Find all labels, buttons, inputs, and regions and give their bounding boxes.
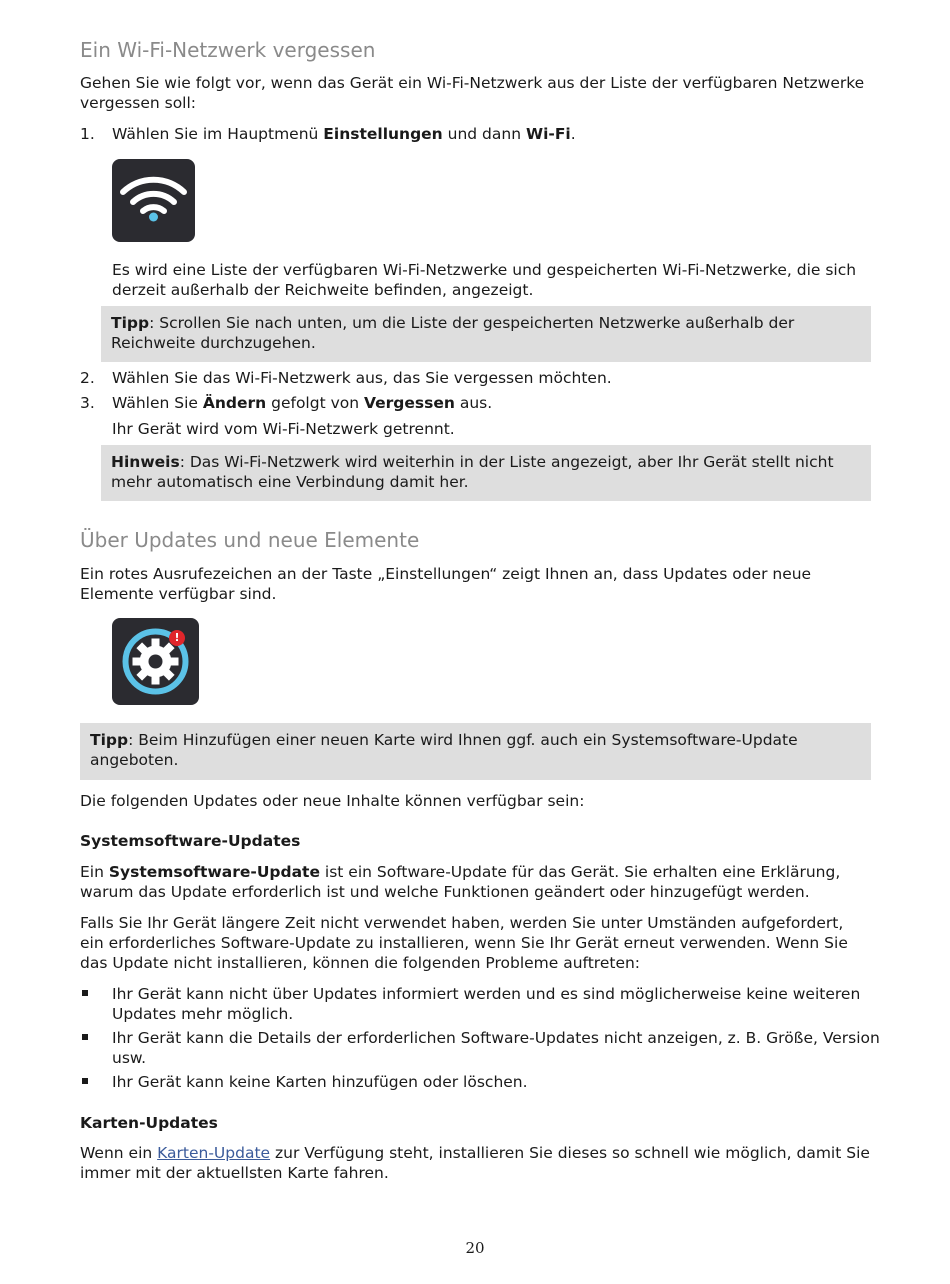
intro-paragraph: Gehen Sie wie folgt vor, wenn das Gerät ein Wi-Fi-Netzwerk aus der Liste der verfügbaren Netzwerke vergessen soll:: [80, 74, 865, 112]
step-text: .: [570, 125, 576, 143]
map-update-paragraph: [80, 1143, 870, 1183]
page-number: 20: [465, 1239, 485, 1257]
step-text: aus.: [454, 394, 493, 412]
tip-label: Tipp: [90, 731, 129, 749]
step-text: Wählen Sie im Hauptmenü: [112, 125, 324, 143]
step-2: Wählen Sie das Wi-Fi-Netzwerk aus, das Sie vergessen möchten.: [112, 369, 612, 387]
step-bold: Einstellungen: [323, 125, 443, 143]
subheading-system-updates: Systemsoftware-Updates: [80, 832, 301, 850]
system-update-warning-paragraph: Falls Sie Ihr Gerät längere Zeit nicht verwendet haben, werden Sie unter Umständen aufgefordert, ein erforderliches Software-Update zu installieren, wenn Sie Ihr Gerät erneut verwenden. Wenn Sie das Update nicht installieren, können die folgenden Probleme auftreten:: [80, 914, 848, 972]
tip-box: [101, 306, 871, 362]
para-text: Wenn ein: [80, 1144, 158, 1162]
para-text: zur Verfügung steht, installieren Sie dieses so schnell wie möglich, damit Sie immer mit der aktuellsten Karte fahren.: [80, 1144, 870, 1182]
step-number: 3.: [80, 394, 95, 412]
note-label: Hinweis: [111, 453, 180, 471]
note-box: [101, 445, 871, 501]
list-item: Ihr Gerät kann keine Karten hinzufügen oder löschen.: [112, 1073, 528, 1091]
para-bold: Systemsoftware-Update: [108, 863, 320, 881]
following-paragraph: Die folgenden Updates oder neue Inhalte können verfügbar sein:: [80, 792, 585, 810]
tip-label: Tipp: [111, 314, 150, 332]
tip-text: : Scrollen Sie nach unten, um die Liste der gespeicherten Netzwerke außerhalb der Reichweite durchzugehen.: [111, 314, 795, 352]
list-item: Ihr Gerät kann nicht über Updates informiert werden und es sind möglicherweise keine weiteren Updates mehr möglich.: [112, 985, 861, 1023]
step-text: Wählen Sie: [112, 394, 203, 412]
step-number: 1.: [80, 125, 95, 143]
map-update-link[interactable]: Karten-Update: [157, 1144, 271, 1162]
step-bold: Vergessen: [364, 394, 455, 412]
bullet-marker: [82, 990, 90, 998]
tip-box-updates: [80, 723, 871, 780]
step-3: [112, 393, 872, 413]
disconnect-paragraph: Ihr Gerät wird vom Wi-Fi-Netzwerk getrennt.: [112, 420, 455, 438]
list-item: Ihr Gerät kann die Details der erforderlichen Software-Updates nicht anzeigen, z. B. Größe, Version usw.: [112, 1029, 880, 1067]
section-heading-updates: Über Updates und neue Elemente: [80, 528, 420, 552]
bullet-marker: [82, 1078, 90, 1086]
step-bold: Ändern: [202, 394, 267, 412]
section-heading-forget-wifi: Ein Wi-Fi-Netzwerk vergessen: [80, 38, 376, 62]
bullet-marker: [82, 1034, 90, 1042]
para-text: Ein: [80, 863, 109, 881]
step-text: und dann: [442, 125, 526, 143]
subheading-map-updates: Karten-Updates: [80, 1114, 218, 1132]
wifi-icon: [112, 159, 195, 242]
alert-badge: !: [174, 631, 180, 644]
step-bold: Wi-Fi: [525, 125, 571, 143]
settings-gear-icon: [112, 618, 199, 705]
step-number: 2.: [80, 369, 95, 387]
system-update-paragraph: [80, 862, 870, 902]
list-info-paragraph: Es wird eine Liste der verfügbaren Wi-Fi-Netzwerke und gespeicherten Wi-Fi-Netzwerke, die sich derzeit außerhalb der Reichweite befinden, angezeigt.: [112, 261, 857, 299]
tip-text: : Beim Hinzufügen einer neuen Karte wird Ihnen ggf. auch ein Systemsoftware-Update angeboten.: [90, 731, 798, 769]
step-text: gefolgt von: [266, 394, 364, 412]
note-text: : Das Wi-Fi-Netzwerk wird weiterhin in der Liste angezeigt, aber Ihr Gerät stellt nicht mehr automatisch eine Verbindung damit her.: [111, 453, 834, 491]
para-text: ist ein Software-Update für das Gerät. Sie erhalten eine Erklärung, warum das Update erforderlich ist und welche Funktionen geändert oder hinzugefügt werden.: [80, 863, 841, 901]
updates-intro-paragraph: Ein rotes Ausrufezeichen an der Taste „Einstellungen“ zeigt Ihnen an, dass Updates oder neue Elemente verfügbar sind.: [80, 565, 812, 603]
step-1: [112, 124, 872, 144]
